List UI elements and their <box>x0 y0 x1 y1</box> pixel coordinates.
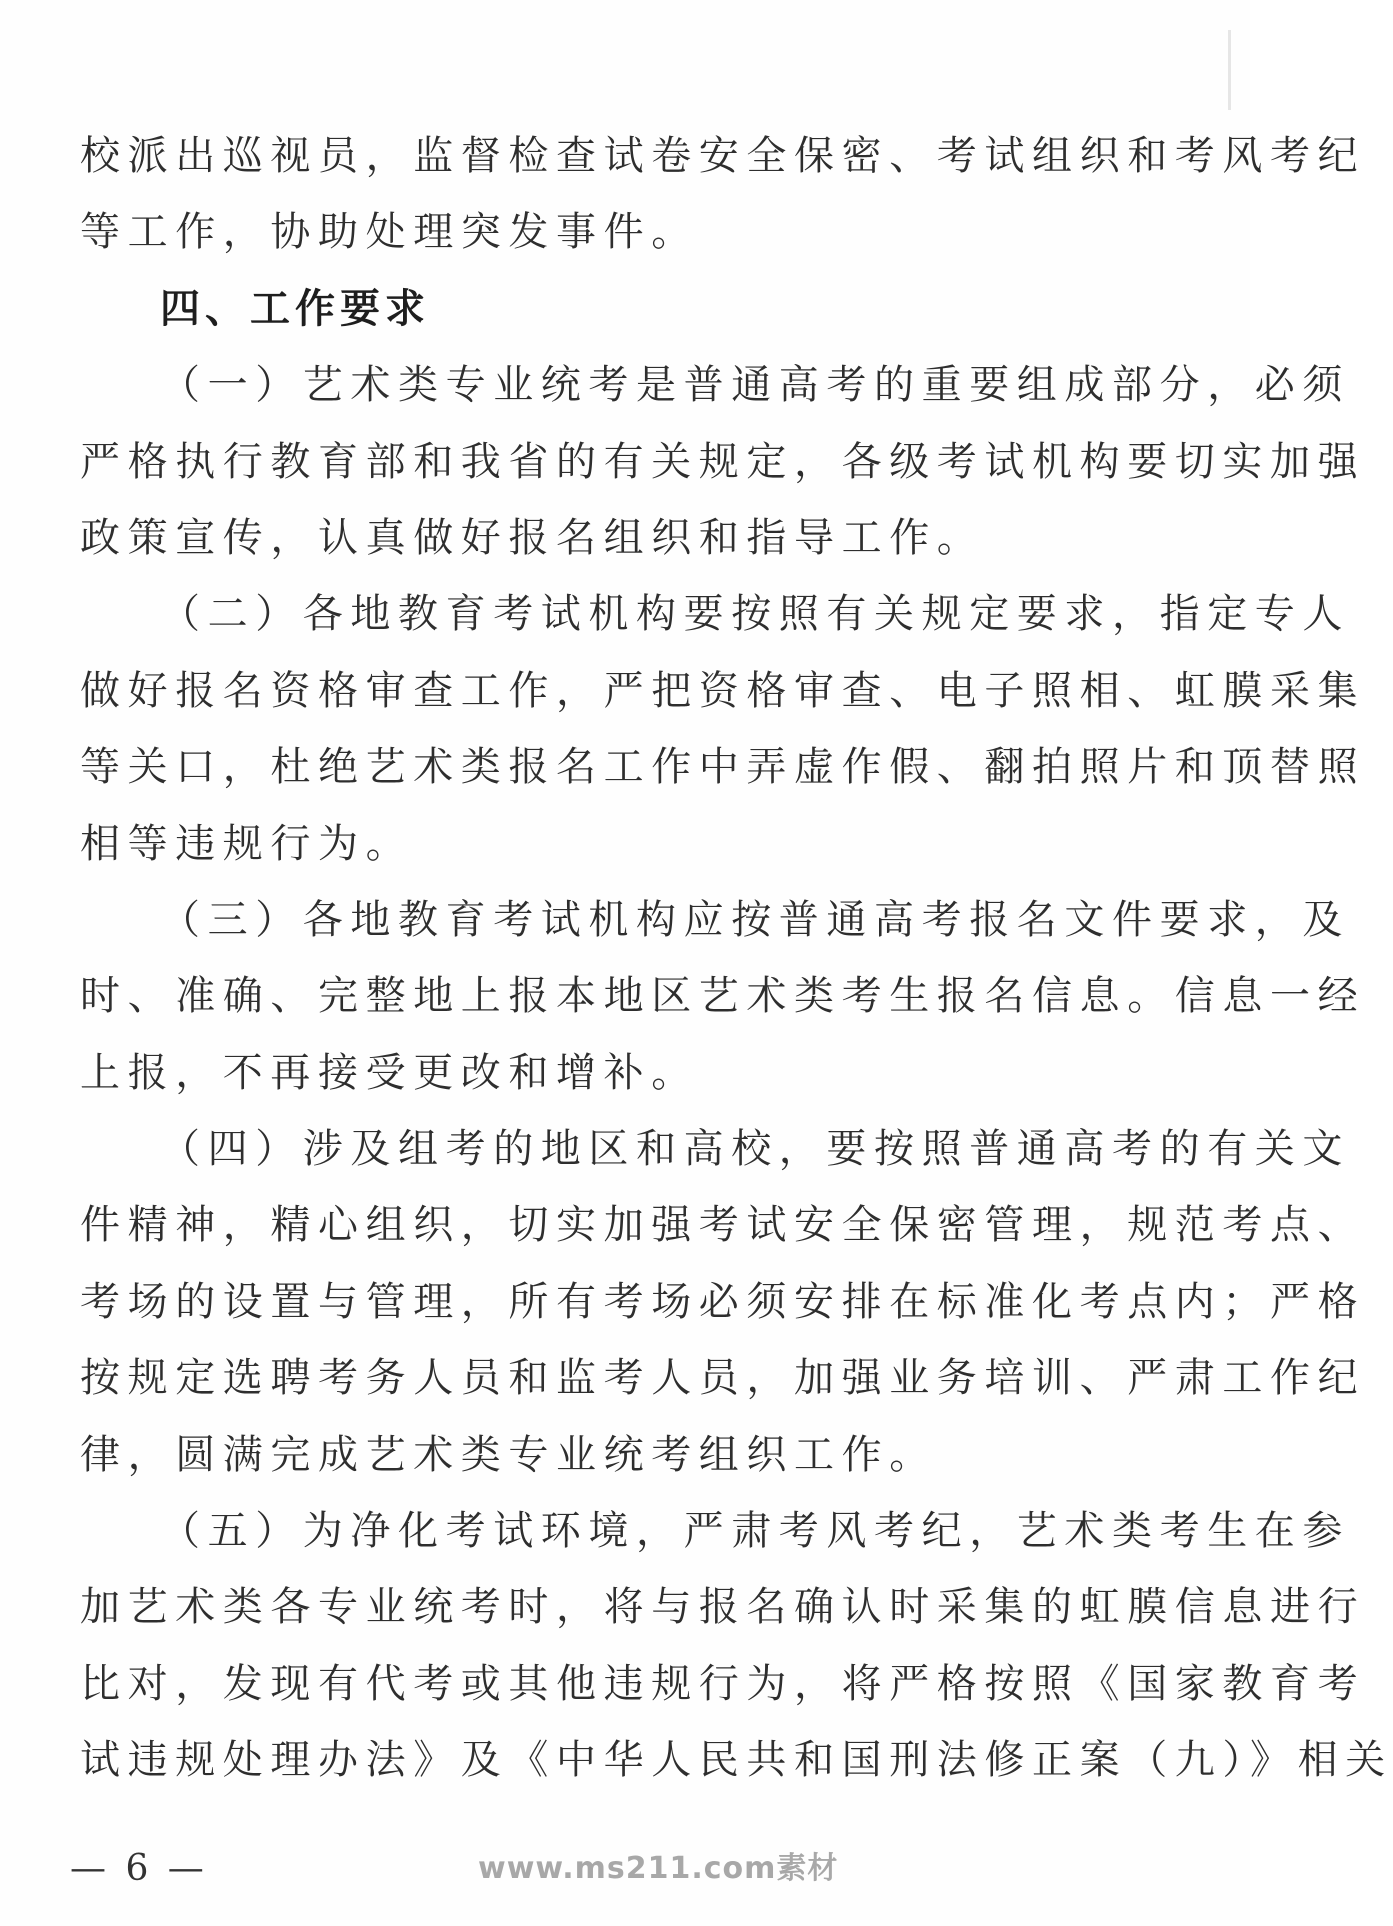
paragraph-start-line: （二）各地教育考试机构要按照有关规定要求，指定专人 <box>160 591 1350 638</box>
text-line: 律，圆满完成艺术类专业统考组织工作。 <box>80 1431 937 1478</box>
text-line: 试违规处理办法》及《中华人民共和国刑法修正案（九）》相关 <box>80 1737 1393 1784</box>
text-line: 严格执行教育部和我省的有关规定，各级考试机构要切实加强 <box>80 438 1366 485</box>
text-line: 上报，不再接受更改和增补。 <box>80 1049 699 1096</box>
text-line: 校派出巡视员，监督检查试卷安全保密、考试组织和考风考纪 <box>80 133 1366 179</box>
text-line: 相等违规行为。 <box>80 820 414 867</box>
section-heading: 四、工作要求 <box>160 285 430 332</box>
paragraph-start-line: （一）艺术类专业统考是普通高考的重要组成部分，必须 <box>160 362 1350 409</box>
text-line: 政策宣传，认真做好报名组织和指导工作。 <box>80 514 985 561</box>
body-text <box>80 118 1393 1799</box>
text-line: 按规定选聘考务人员和监考人员，加强业务培训、严肃工作纪 <box>80 1355 1366 1402</box>
text-line: 件精神，精心组织，切实加强考试安全保密管理，规范考点、 <box>80 1202 1366 1249</box>
paragraph-start-line: （五）为净化考试环境，严肃考风考纪，艺术类考生在参 <box>160 1508 1350 1555</box>
text-line: 比对，发现有代考或其他违规行为，将严格按照《国家教育考 <box>80 1660 1366 1707</box>
scan-edge-mark <box>1228 30 1231 110</box>
text-line: 时、准确、完整地上报本地区艺术类考生报名信息。信息一经 <box>80 973 1366 1020</box>
text-line: 等关口，杜绝艺术类报名工作中弄虚作假、翻拍照片和顶替照 <box>80 744 1366 791</box>
text-line: 加艺术类各专业统考时，将与报名确认时采集的虹膜信息进行 <box>80 1584 1366 1631</box>
text-line: 考场的设置与管理，所有考场必须安排在标准化考点内；严格 <box>80 1278 1366 1325</box>
text-line: 做好报名资格审查工作，严把资格审查、电子照相、虹膜采集 <box>80 667 1366 714</box>
page-number: — 6 — <box>70 1848 208 1889</box>
watermark-text: www.ms211.com素材 <box>478 1851 839 1886</box>
paragraph-start-line: （四）涉及组考的地区和高校，要按照普通高考的有关文 <box>160 1126 1350 1173</box>
paragraph-start-line: （三）各地教育考试机构应按普通高考报名文件要求，及 <box>160 896 1350 943</box>
text-line: 等工作，协助处理突发事件。 <box>80 209 699 256</box>
